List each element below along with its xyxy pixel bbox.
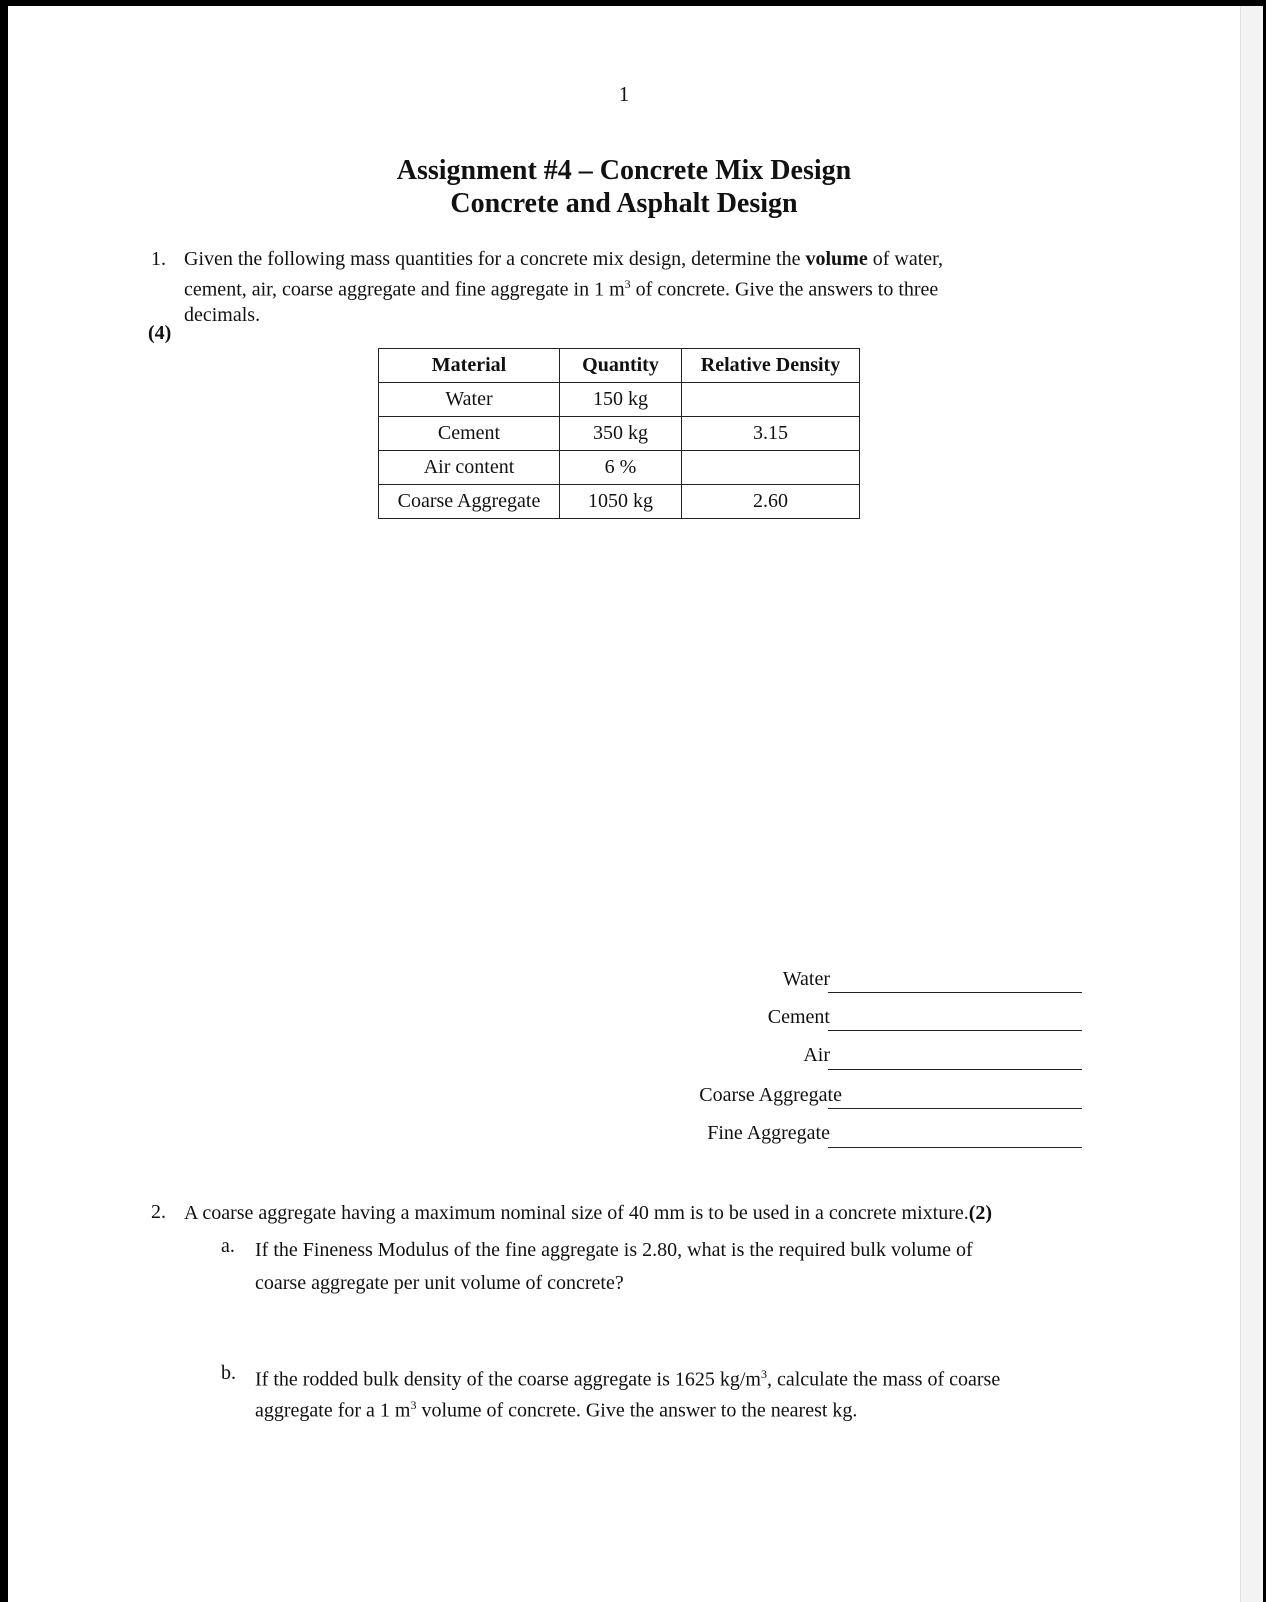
- table-cell: 2.60: [682, 485, 860, 519]
- answer-line-cement[interactable]: [828, 1030, 1082, 1031]
- q2b-label: b.: [221, 1362, 236, 1384]
- answer-label-cement: Cement: [767, 1006, 830, 1028]
- answer-line-fine-aggregate[interactable]: [828, 1147, 1082, 1148]
- table-cell: Air content: [379, 451, 560, 485]
- title-line-1: Assignment #4 – Concrete Mix Design: [396, 155, 852, 186]
- table-cell: 3.15: [682, 417, 860, 451]
- document-title: [8, 154, 1240, 220]
- q2b-text: If the rodded bulk density of the coarse aggregate is 1625 $kg/m^3$, calculate the mass of coarse aggregate for a 1 $m^3$ volume of concrete. Give the answer to the nearest kg.: [255, 1367, 1001, 1422]
- table-header: Relative Density: [682, 349, 860, 383]
- q1-volume-bold: volume: [805, 248, 868, 270]
- table-row: [379, 383, 860, 417]
- table-header-row: [379, 349, 860, 383]
- answer-line-air[interactable]: [828, 1069, 1082, 1070]
- window-edge: [1240, 6, 1263, 1602]
- answer-label-coarse-aggregate: Coarse Aggregate: [699, 1084, 842, 1106]
- table-row: [379, 417, 860, 451]
- table-cell: Coarse Aggregate: [379, 485, 560, 519]
- q1-text: [184, 247, 1064, 328]
- table-header: Material: [379, 349, 560, 383]
- q1-line-1: Given the following mass quantities for a concrete mix design, determine the volume of water,: [184, 248, 943, 270]
- q2-text: A coarse aggregate having a maximum nominal size of 40 mm is to be used in a concrete mixture.(2): [184, 1202, 993, 1224]
- q2-number: 2.: [151, 1201, 166, 1223]
- answer-label-fine-aggregate: Fine Aggregate: [707, 1122, 830, 1144]
- answer-label-air: Air: [803, 1044, 830, 1066]
- mix-design-table: [378, 348, 860, 519]
- table-cell: Cement: [379, 417, 560, 451]
- q2a-text: If the Fineness Modulus of the fine aggregate is 2.80, what is the required bulk volume of coarse aggregate per unit volume of concrete?: [255, 1239, 973, 1294]
- table-row: [379, 451, 860, 485]
- table-cell: Water: [379, 383, 560, 417]
- answer-line-coarse-aggregate[interactable]: [828, 1108, 1082, 1109]
- table-cell: [682, 383, 860, 417]
- page-number: 1: [618, 82, 630, 106]
- table-cell: 150 kg: [560, 383, 682, 417]
- title-line-2: Concrete and Asphalt Design: [450, 188, 798, 219]
- table-cell: 350 kg: [560, 417, 682, 451]
- q2-marks: (2): [968, 1202, 993, 1224]
- table-cell: 1050 kg: [560, 485, 682, 519]
- q1-line-3: decimals.: [184, 303, 261, 326]
- table-header: Quantity: [560, 349, 682, 383]
- table-cell: 6 %: [560, 451, 682, 485]
- document-page: [8, 6, 1240, 1602]
- q1-number: 1.: [151, 248, 166, 270]
- table-cell: [682, 451, 860, 485]
- table-row: [379, 485, 860, 519]
- q1-line-2: cement, air, coarse aggregate and fine aggregate in 1 $m^3$ of concrete. Give the answers to three: [184, 277, 939, 301]
- answer-label-water: Water: [782, 968, 830, 990]
- q1-marks: (4): [148, 322, 172, 344]
- q2a-label: a.: [221, 1235, 235, 1257]
- answer-line-water[interactable]: [828, 992, 1082, 993]
